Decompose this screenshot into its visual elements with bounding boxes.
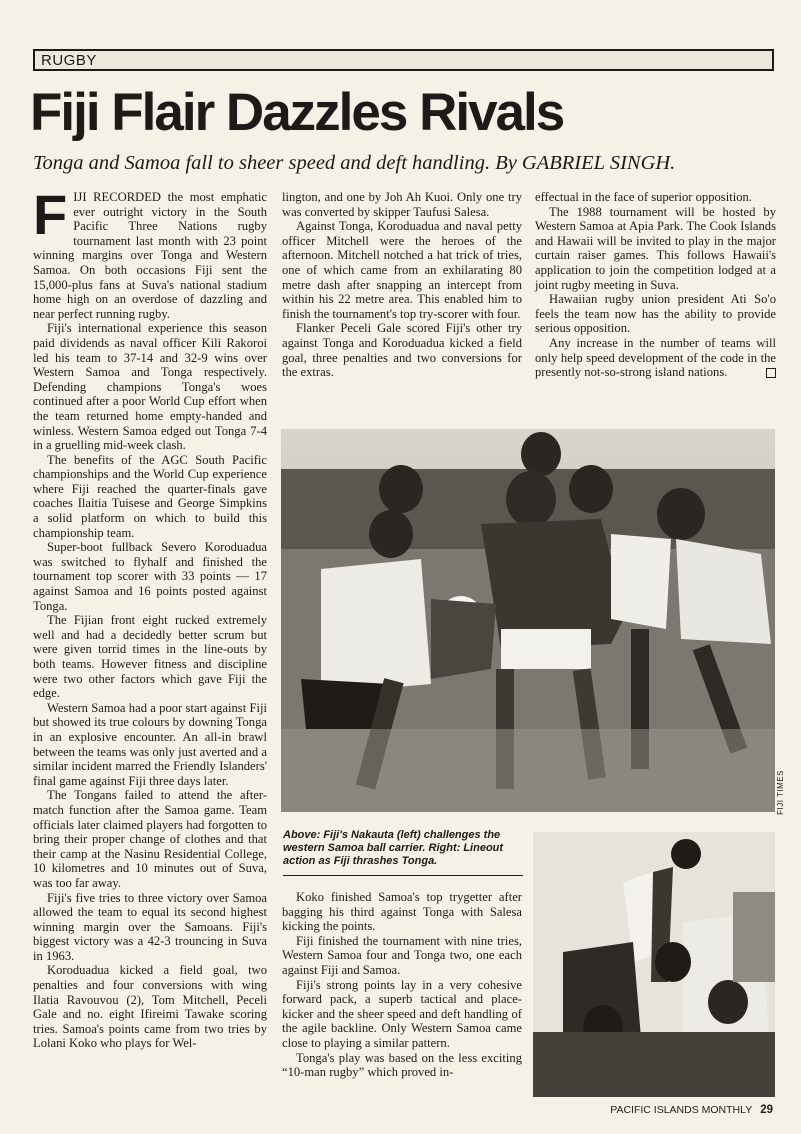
article-paragraph: Against Tonga, Koroduadua and naval petty officer Mitchell were the heroes of the afternoon. Mitchell notched a hat trick of tries, one of which came from an exhilarating 80 metre dash after snapping an intercept from within his 22 metre area. This enabled him to finish the tournament's top try-scorer with four. xyxy=(282,219,522,321)
article-paragraph: Fiji's strong points lay in a very cohesive forward pack, a superb tactical and place-kicker and the sheer speed and deft handling of the agile backline. Only Western Samoa came close to playing a similar pattern. xyxy=(282,977,522,1050)
article-paragraph: Koroduadua kicked a field goal, two penalties and four conversions with wing Ilatia Ravouvou (2), Tom Mitchell, Peceli Gale and no. eight Ifireimi Tawake scoring tries. Samoa's points came from two tries by Lolani Koko who plays for Wel- xyxy=(33,963,267,1051)
article-headline: Fiji Flair Dazzles Rivals xyxy=(30,83,564,142)
section-bar xyxy=(33,49,774,71)
article-paragraph: Fiji's international experience this season paid dividends as naval officer Kili Rakoroi led his team to 37-14 and 32-9 wins over Western Samoa and Tonga respectively. Defending champions Tonga's woes continued after a poor World Cup effort when the team returned home empty-handed and winless. Western Samoa edged out Tonga 7-4 in a gruelling mid-week clash. xyxy=(33,321,267,453)
article-paragraph: Fiji finished the tournament with nine tries, Western Samoa four and Tonga two, one each against Fiji and Samoa. xyxy=(282,933,522,977)
article-paragraph: effectual in the face of superior opposition. xyxy=(535,190,752,204)
article-paragraph xyxy=(535,336,776,380)
article-paragraph: Tonga's play was based on the less exciting “10-man rugby” which proved in- xyxy=(282,1050,522,1080)
article-paragraph: The Tongans failed to attend the after-match function after the Samoa game. Team officials later claimed players had forgotten to bring their proper change of clothes and that their camp at the Nasinu Residential College, 10 kilometres and 10 minutes out of Suva, was too far away. xyxy=(33,788,267,890)
caption-divider xyxy=(283,875,523,876)
lineout-ball-carrier-photo xyxy=(281,429,775,812)
lineout-jump-photo xyxy=(533,832,775,1097)
article-paragraph: lington, and one by Joh Ah Kuoi. Only one try was converted by skipper Taufusi Salesa. xyxy=(282,190,522,219)
end-mark-icon xyxy=(766,368,776,378)
paragraph-text: Any increase in the number of teams will only help speed development of the code in the presently not-so-strong island nations. xyxy=(535,335,776,380)
article-column-1 xyxy=(33,183,267,1051)
article-paragraph: Koko finished Samoa's top trygetter after bagging his third against Tonga with Salesa kicking the points. xyxy=(282,890,522,934)
article-paragraph: The 1988 tournament will be hosted by Western Samoa at Apia Park. The Cook Islands and Hawaii will be invited to play in the major curtain raiser games. This follows Hawaii's application to join the competition lodged at a joint rugby meeting in Suva. xyxy=(535,204,776,292)
page-number: 29 xyxy=(760,1104,773,1116)
article-paragraph: The Fijian front eight rucked extremely well and had a decidedly better scrum but were given torrid times in the line-outs by both teams. However fitness and discipline were two other factors which gave Fiji the edge. xyxy=(33,613,267,701)
article-paragraph xyxy=(33,183,267,321)
article-paragraph: The benefits of the AGC South Pacific championships and the World Cup experience where Fiji reached the quarter-finals gave coaches Ilaitia Tuisese and George Simpkins a solid platform on which to build this championship team. xyxy=(33,452,267,540)
paragraph-text: IJI RECORDED the most emphatic ever outright victory in the South Pacific Three Nations rugby tournament last month with 23 point winning margins over Tonga and Western Samoa. On both occasions Fiji sent the 15,000-plus fans at Suva's national stadium home high on an overdose of dazzling and near perfect running rugby. xyxy=(33,190,267,321)
photo-illustration xyxy=(533,832,775,1097)
photo-caption: Above: Fiji's Nakauta (left) challenges the western Samoa ball carrier. Right: Lineout action as Fiji thrashes Tonga. xyxy=(283,829,504,867)
article-deck: Tonga and Samoa fall to sheer speed and deft handling. By GABRIEL SINGH. xyxy=(33,152,676,174)
article-paragraph: Fiji's five tries to three victory over Samoa allowed the team to equal its second highest winning margin over the Samoans. Fiji's biggest victory was a 42-3 trouncing in Suva in 1963. xyxy=(33,890,267,963)
page-footer xyxy=(610,1104,773,1116)
publication-name: PACIFIC ISLANDS MONTHLY xyxy=(610,1104,753,1116)
photo-credit: FIJI TIMES xyxy=(776,770,785,815)
article-paragraph: Super-boot fullback Severo Koroduadua was switched to flyhalf and finished the tournament top scorer with 33 points — 17 against Samoa and 16 points posted against Tonga. xyxy=(33,540,267,613)
drop-cap: F xyxy=(33,183,68,246)
section-label: RUGBY xyxy=(41,52,97,69)
article-column-2 xyxy=(282,190,522,380)
article-paragraph: Western Samoa had a poor start against Fiji but showed its true colours by downing Tonga in an explosive encounter. An all-in brawl between the teams was only just averted and a similar incident marred the Friendly Islanders' final game against Fiji three days later. xyxy=(33,700,267,788)
article-column-3 xyxy=(535,190,776,380)
article-paragraph: Hawaiian rugby union president Ati So'o feels the team now has the ability to provide serious opposition. xyxy=(535,292,776,336)
article-paragraph: Flanker Peceli Gale scored Fiji's other try against Tonga and Koroduadua kicked a field goal, three penalties and two conversions for the extras. xyxy=(282,321,522,380)
article-column-2-lower xyxy=(282,890,522,1080)
photo-illustration xyxy=(281,429,775,812)
